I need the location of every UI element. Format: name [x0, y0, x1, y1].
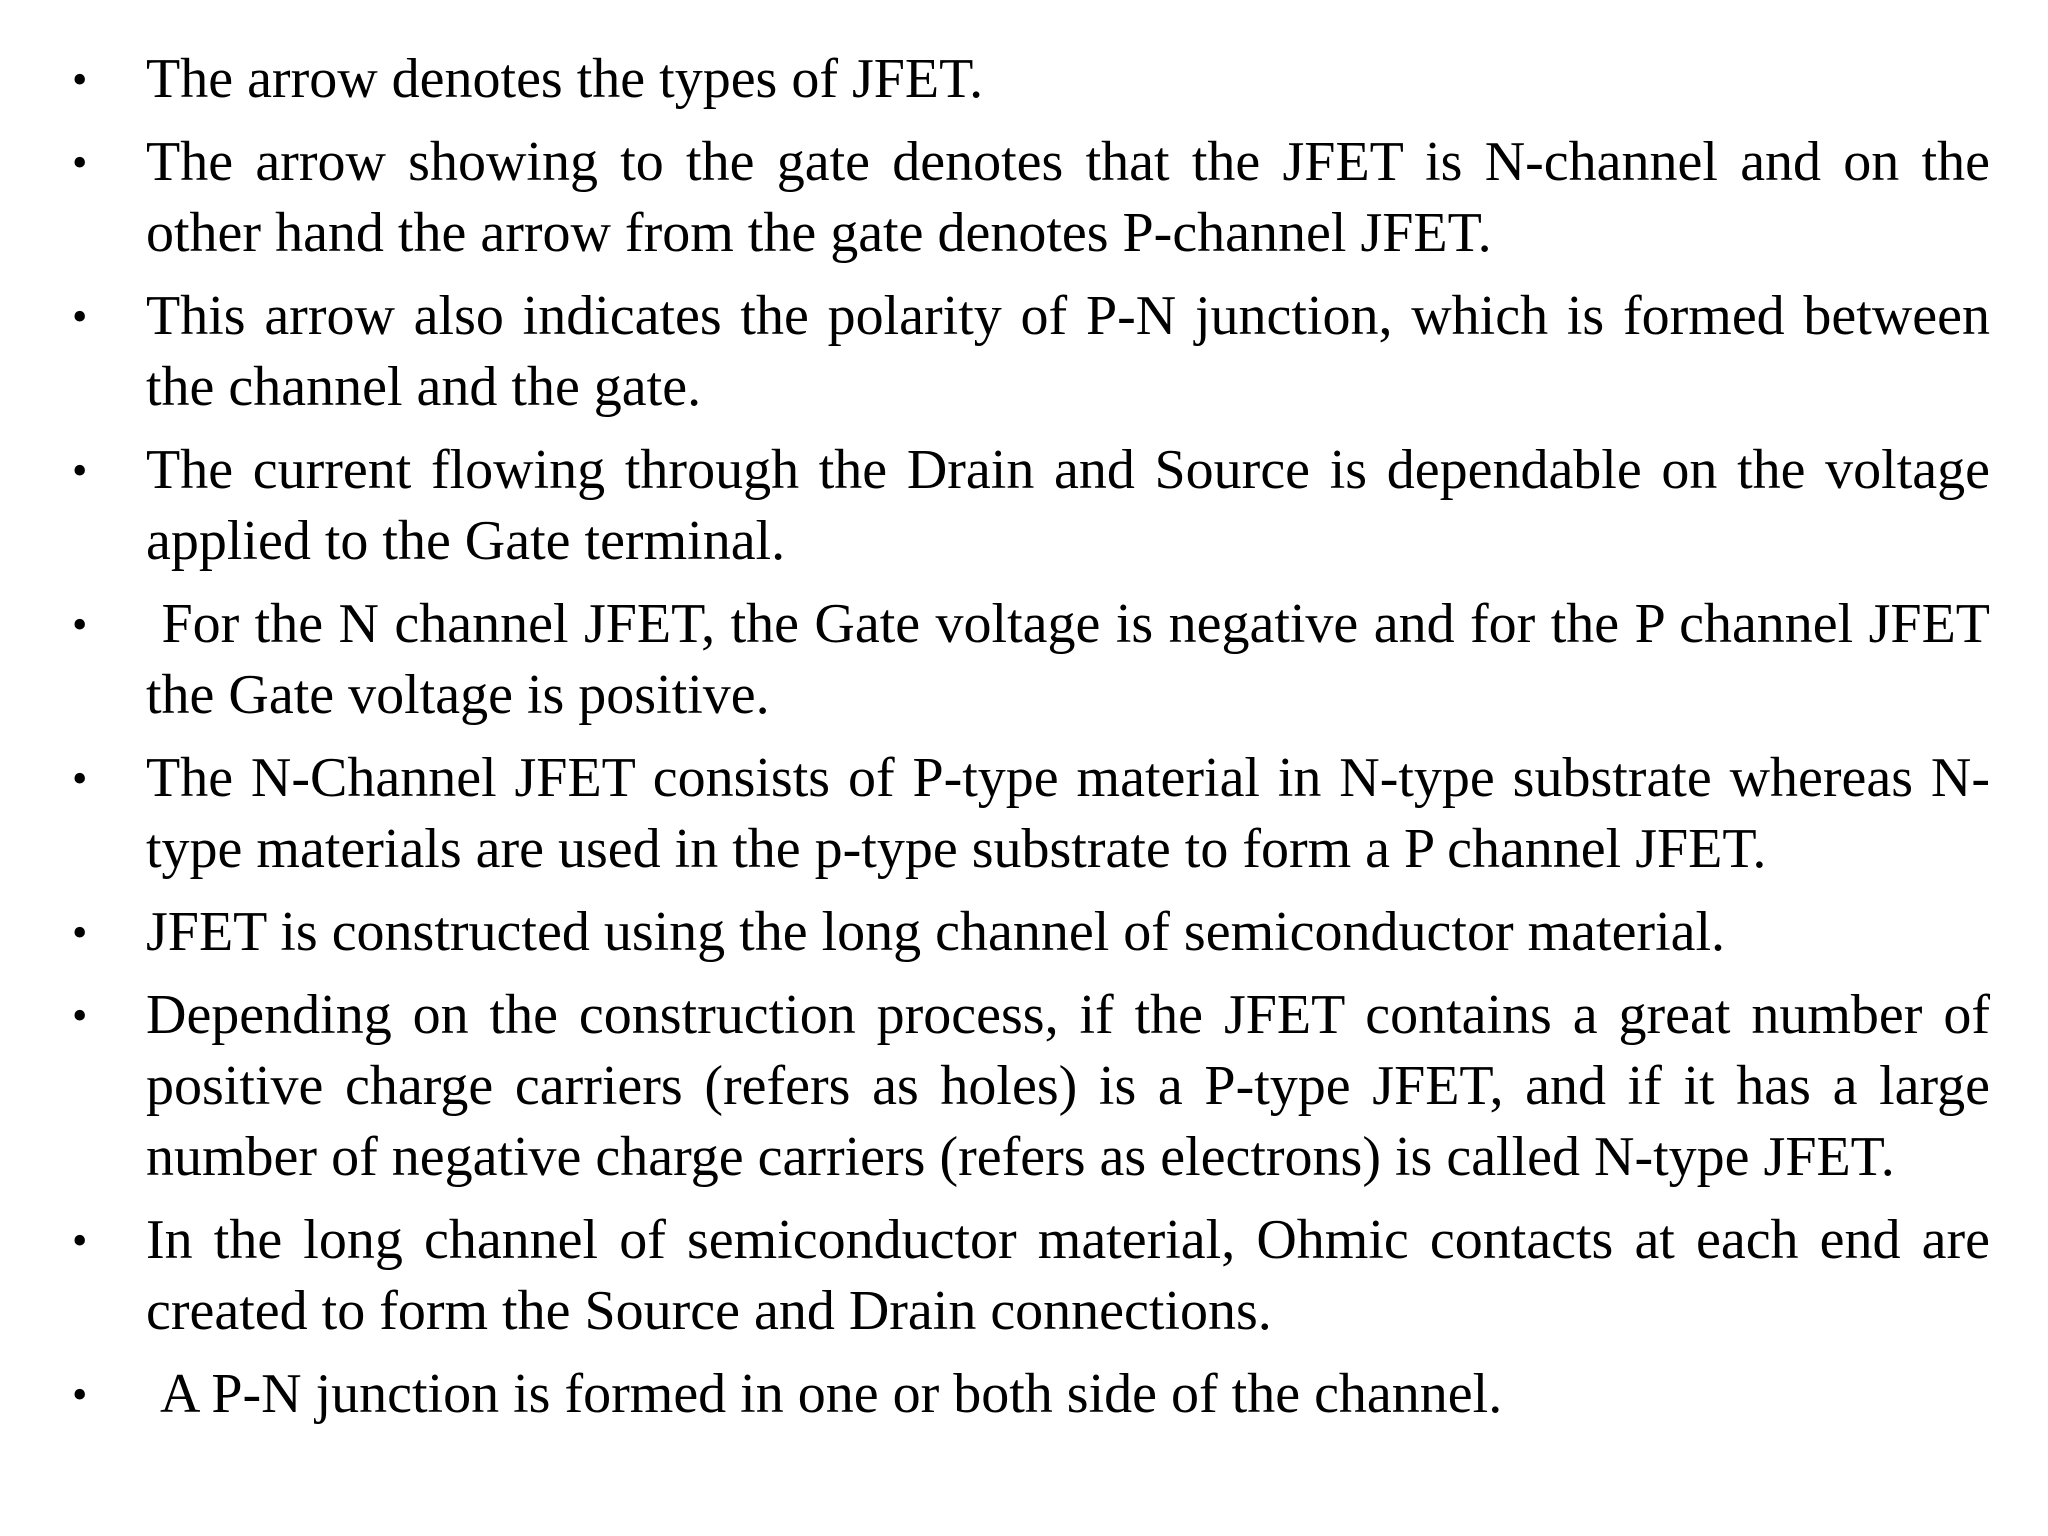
bullet-item — [72, 127, 1990, 269]
bullet-text: Depending on the construction process, if the JFET contains a great number of positive charge carriers (refers as holes) is a P-type JFET, and if it has a large number of negative charge carriers (refers as electrons) is called N-type JFET. — [146, 984, 1990, 1188]
bullet-text: The arrow showing to the gate denotes that the JFET is N-channel and on the other hand the arrow from the gate denotes P-channel JFET. — [146, 131, 1990, 264]
bullet-icon: • — [72, 1370, 88, 1419]
bullet-icon: • — [72, 55, 88, 104]
bullet-item — [72, 743, 1990, 885]
bullet-icon: • — [72, 600, 88, 649]
bullet-icon: • — [72, 138, 88, 187]
bullet-icon: • — [72, 754, 88, 803]
bullet-item — [72, 897, 1990, 968]
bullet-item — [72, 589, 2004, 731]
bullet-item — [72, 435, 1990, 577]
bullet-icon: • — [72, 446, 88, 495]
bullet-item — [72, 44, 1990, 115]
bullet-item — [72, 281, 1990, 423]
bullet-item — [72, 1205, 1990, 1347]
bullet-text: A P-N junction is formed in one or both side of the channel. — [146, 1363, 1503, 1425]
bullet-text: For the N channel JFET, the Gate voltage is negative and for the P channel JFET the Gate voltage is positive. — [146, 593, 2004, 726]
bullet-text: This arrow also indicates the polarity of P-N junction, which is formed between the channel and the gate. — [146, 285, 1990, 418]
bullet-list — [72, 44, 2004, 1430]
bullet-icon: • — [72, 292, 88, 341]
bullet-icon: • — [72, 908, 88, 957]
bullet-text: The current flowing through the Drain and Source is dependable on the voltage applied to the Gate terminal. — [146, 439, 1990, 572]
bullet-item — [72, 980, 1990, 1193]
bullet-item — [72, 1359, 1990, 1430]
bullet-icon: • — [72, 991, 88, 1040]
bullet-icon: • — [72, 1216, 88, 1265]
bullet-text: In the long channel of semiconductor material, Ohmic contacts at each end are created to form the Source and Drain connections. — [146, 1209, 1990, 1342]
bullet-text: The arrow denotes the types of JFET. — [146, 48, 984, 110]
bullet-text: JFET is constructed using the long channel of semiconductor material. — [146, 901, 1726, 963]
bullet-text: The N-Channel JFET consists of P-type material in N-type substrate whereas N-type materials are used in the p-type substrate to form a P channel JFET. — [146, 747, 1990, 880]
